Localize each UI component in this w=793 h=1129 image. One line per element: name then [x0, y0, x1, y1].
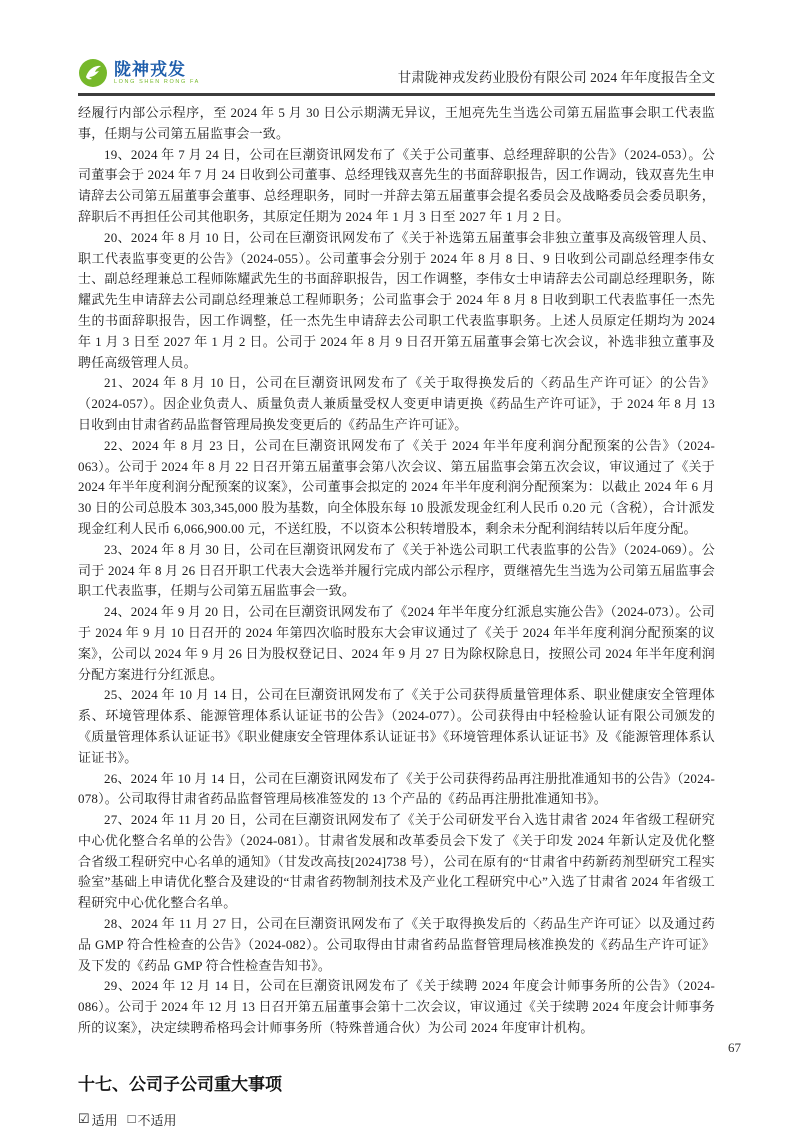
body-paragraph: 29、2024 年 12 月 14 日，公司在巨潮资讯网发布了《关于续聘 2024 年度会计师事务所的公告》（2024-086）。公司于 2024 年 12 月 13 日召开第五届董事会第十二次会议，审议通过《关于续聘 2024 年度会计师事务所的议案》，决定续聘希格玛会计师事务所（特殊普通合伙）为公司 2024 年度审计机构。 [78, 978, 715, 1036]
company-logo [78, 58, 200, 88]
report-body [78, 103, 715, 1039]
brand-name-en: LONG SHEN RONG FA [114, 78, 200, 85]
not-applicable-option [128, 1110, 177, 1129]
body-paragraph: 27、2024 年 11 月 20 日，公司在巨潮资讯网发布了《关于公司研发平台入选甘肃省 2024 年省级工程研究中心优化整合名单的公告》（2024-081）。甘肃省发展和改革委员会下发了《关于印发 2024 年新认定及优化整合省级工程研究中心名单的通知》（甘发改高技[2024]738 号），公司在原有的“甘肃省中药新药剂型研究工程实验室”基础上申请优化整合及建设的“甘肃省药物制剂技术及产业化工程研究中心”入选了甘肃省 2024 年省级工程研究中心优化整合名单。 [78, 812, 715, 911]
body-paragraph: 21、2024 年 8 月 10 日，公司在巨潮资讯网发布了《关于取得换发后的〈药品生产许可证〉的公告》（2024-057）。因企业负责人、质量负责人兼质量受权人变更申请更换《药品生产许可证》，于 2024 年 8 月 13 日收到由甘肃省药品监督管理局换发变更后的《药品生产许可证》。 [78, 375, 715, 432]
unchecked-checkbox-icon: □ [127, 1111, 136, 1127]
body-paragraph: 25、2024 年 10 月 14 日，公司在巨潮资讯网发布了《关于公司获得质量管理体系、职业健康安全管理体系、环境管理体系、能源管理体系认证证书的公告》（2024-077）。公司获得由中轻检验认证有限公司颁发的《质量管理体系认证证书》《职业健康安全管理体系认证证书》《环境管理体系认证证书》及《能源管理体系认证证书》。 [78, 687, 715, 765]
checked-checkbox-icon: ☑ [78, 1111, 90, 1127]
not-applicable-label: 不适用 [137, 1112, 177, 1128]
applicable-option [78, 1110, 118, 1129]
applicability-line [78, 1110, 715, 1129]
body-paragraph: 22、2024 年 8 月 23 日，公司在巨潮资讯网发布了《关于 2024 年半年度利润分配预案的公告》（2024-063）。公司于 2024 年 8 月 22 日召开第五届董事会第八次会议、第五届监事会第五次会议，审议通过了《关于 2024 年半年度利润分配预案的议案》，公司董事会拟定的 2024 年半年度利润分配预案为：以截止 2024 年 6 月 30 日的公司总股本 303,345,000 股为基数，向全体股东每 10 股派发现金红利人民币 0.20 元（含税），合计派发现金红利人民币 6,066,900.00 元，不送红股，不以资本公积转增股本，剩余未分配利润结转以后年度分配。 [78, 437, 715, 536]
body-paragraph: 23、2024 年 8 月 30 日，公司在巨潮资讯网发布了《关于补选公司职工代表监事的公告》（2024-069）。公司于 2024 年 8 月 26 日召开职工代表大会选举并履行完成内部公示程序，贾继禧先生当选为公司第五届监事会职工代表监事，任期与公司第五届监事会一致。 [78, 541, 715, 599]
body-paragraph: 24、2024 年 9 月 20 日，公司在巨潮资讯网发布了《2024 年半年度分红派息实施公告》（2024-073）。公司于 2024 年 9 月 10 日召开的 2024 年第四次临时股东大会审议通过了《关于 2024 年半年度利润分配预案的议案》，公司以 2024 年 9 月 26 日为股权登记日、2024 年 9 月 27 日为除权除息日，按照公司 2024 年半年度利润分配方案进行分红派息。 [78, 604, 715, 682]
applicable-label: 适用 [91, 1112, 118, 1128]
brand-name-cn: 陇神戎发 [114, 59, 186, 79]
page-number: 67 [728, 1040, 741, 1055]
report-title: 甘肃陇神戎发药业股份有限公司 2024 年年度报告全文 [397, 70, 715, 85]
section-heading: 十七、公司子公司重大事项 [78, 1074, 282, 1094]
company-logo-text [114, 61, 200, 86]
body-paragraph: 19、2024 年 7 月 24 日，公司在巨潮资讯网发布了《关于公司董事、总经理辞职的公告》（2024-053）。公司董事会于 2024 年 7 月 24 日收到公司董事、总经理钱双喜先生的书面辞职报告，因工作调动，钱双喜先生申请辞去公司第五届董事会董事、总经理职务，同时一并辞去第五届董事会提名委员会及战略委员会委员职务，辞职后不再担任公司其他职务，其原定任期为 2024 年 1 月 3 日至 2027 年 1 月 2 日。 [78, 146, 715, 224]
body-paragraph: 20、2024 年 8 月 10 日，公司在巨潮资讯网发布了《关于补选第五届董事会非独立董事及高级管理人员、职工代表监事变更的公告》（2024-055）。公司董事会分别于 2024 年 8 月 8 日、9 日收到公司副总经理李伟女士、副总经理兼总工程师陈耀武先生的书面辞职报告，因工作调整，李伟女士申请辞去公司副总经理职务，陈耀武先生申请辞去公司副总经理兼总工程师职务；公司监事会于 2024 年 8 月 8 日收到职工代表监事任一杰先生的书面辞职报告，因工作调整，任一杰先生申请辞去公司职工代表监事职务。上述人员原定任期均为 2024 年 1 月 3 日至 2027 年 1 月 2 日。公司于 2024 年 8 月 9 日召开第五届董事会第七次会议，补选非独立董事及聘任高级管理人员。 [78, 229, 715, 370]
body-paragraph: 经履行内部公示程序，至 2024 年 5 月 30 日公示期满无异议，王旭亮先生当选公司第五届监事会职工代表监事，任期与公司第五届监事会一致。 [78, 105, 715, 141]
company-logo-icon [78, 58, 108, 88]
page-header [78, 46, 715, 96]
body-paragraph: 26、2024 年 10 月 14 日，公司在巨潮资讯网发布了《关于公司获得药品再注册批准通知书的公告》（2024-078）。公司取得甘肃省药品监督管理局核准签发的 13 个产品的《药品再注册批准通知书》。 [78, 770, 715, 807]
body-paragraph: 28、2024 年 11 月 27 日，公司在巨潮资讯网发布了《关于取得换发后的〈药品生产许可证〉以及通过药品 GMP 符合性检查的公告》（2024-082）。公司取得由甘肃省药品监督管理局核准换发的《药品生产许可证》及下发的《药品 GMP 符合性检查告知书》。 [78, 916, 715, 973]
